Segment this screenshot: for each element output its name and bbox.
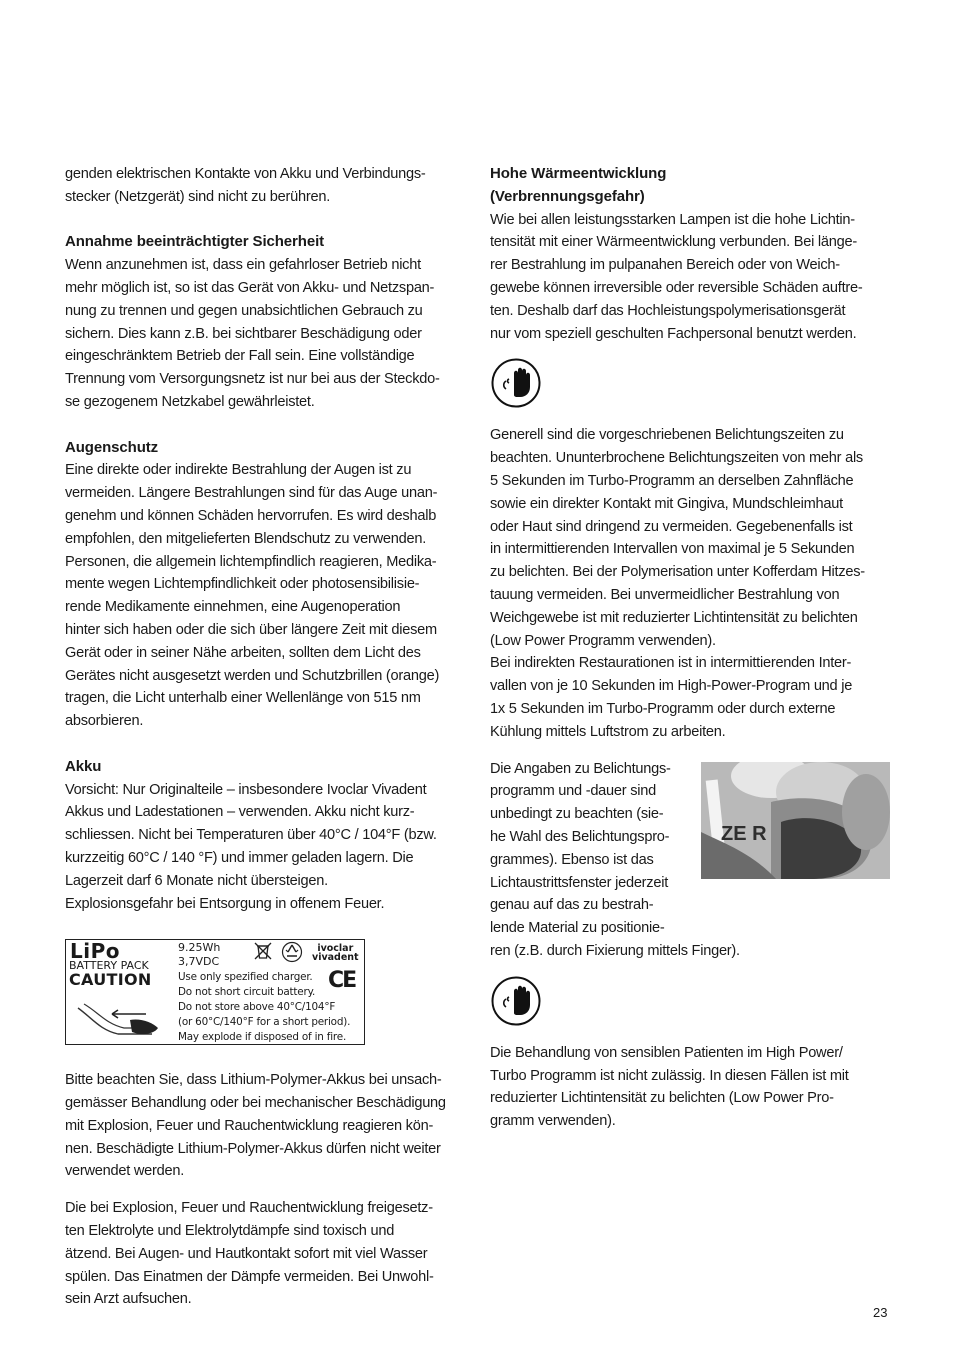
text-line: Explosionsgefahr bei Entsorgung in offenem Feuer.	[65, 895, 385, 912]
left-column	[65, 163, 467, 1311]
section-heading: Akku	[65, 757, 102, 775]
text-line: programm und -dauer sind	[490, 783, 656, 800]
text-line: Akkus und Ladestationen – verwenden. Akku nicht kurz-	[65, 804, 415, 821]
text-line: schliessen. Nicht bei Temperaturen über 40°C / 104°F (bzw.	[65, 827, 437, 844]
section-akku	[65, 756, 467, 916]
text-line: (Low Power Programm verwenden).	[490, 632, 716, 649]
text-line: nen. Beschädigte Lithium-Polymer-Akkus dürfen nicht weiter	[65, 1140, 441, 1157]
text-line: gemässer Behandlung oder bei mechanischer Beschädigung	[65, 1095, 446, 1112]
section-augenschutz	[65, 437, 467, 733]
text-line: stecker (Netzgerät) sind nicht zu berühren.	[65, 188, 331, 205]
text-line: mehr möglich ist, so ist das Gerät von Akku- und Netzspan-	[65, 279, 435, 296]
text-line: verwendet werden.	[65, 1163, 185, 1180]
text-line: Die Angaben zu Belichtungs-	[490, 760, 671, 777]
text-line: Eine direkte oder indirekte Bestrahlung der Augen ist zu	[65, 462, 412, 479]
hand-warning-icon	[490, 975, 542, 1027]
angaben-block	[490, 758, 890, 963]
belichtung-paragraph	[490, 424, 890, 743]
recycle-icon	[280, 941, 304, 963]
page-number: 23	[873, 1305, 888, 1320]
text-line: genehm und können Schäden hervorrufen. Es wird deshalb	[65, 507, 437, 524]
section-heading: Annahme beeinträchtigter Sicherheit	[65, 233, 325, 251]
text-line: lende Material zu positionie-	[490, 920, 665, 937]
text-line: Bitte beachten Sie, dass Lithium-Polymer-Akkus bei unsach-	[65, 1072, 442, 1089]
label-pack: BATTERY PACK	[69, 959, 149, 973]
text-line: oder Haut sind dringend zu vermeiden. Gegebenenfalls ist	[490, 518, 853, 535]
crossed-bin-icon	[252, 941, 274, 961]
text-line: tensität mit einer Wärmeentwicklung verbunden. Bei länge-	[490, 234, 857, 251]
text-line: Gerät oder in seiner Nähe arbeiten, sollten dem Licht des	[65, 644, 421, 661]
text-line: Trennung vom Versorgungsnetz ist nur bei aus der Steckdo-	[65, 371, 440, 388]
section-heading: (Verbrennungsgefahr)	[490, 187, 645, 205]
text-line: se gezogenem Netzkabel gewährleistet.	[65, 393, 315, 410]
text-line: Vorsicht: Nur Originalteile – insbesondere Ivoclar Vivadent	[65, 781, 427, 798]
text-line: zu belichten. Bei der Polymerisation unter Kofferdam Hitzes-	[490, 564, 865, 581]
text-line: Kühlung mittels Luftstrom zu arbeiten.	[490, 723, 726, 740]
label-brand: LiPo	[70, 939, 120, 964]
text-line: unbedingt zu beachten (sie-	[490, 806, 664, 823]
section-sicherheit	[65, 231, 467, 413]
text-line: ten. Deshalb darf das Hochleistungspolymerisationsgerät	[490, 302, 846, 319]
elektrolyt-paragraph	[65, 1197, 467, 1311]
text-line: Gerätes nicht ausgesetzt werden und Schutzbrillen (orange)	[65, 667, 440, 684]
lithium-paragraph	[65, 1069, 467, 1183]
text-line: Turbo Programm ist nicht zulässig. In diesen Fällen ist mit	[490, 1067, 849, 1084]
right-column	[490, 163, 890, 1133]
text-line: tragen, die Licht unterhalb einer Wellenlänge von 515 nm	[65, 690, 421, 707]
text-line: grammes). Ebenso ist das	[490, 851, 654, 868]
text-line: mit Explosion, Feuer und Rauchentwicklung reagieren kön-	[65, 1117, 434, 1134]
curing-light-photo	[701, 762, 890, 879]
text-line: spülen. Das Einatmen der Dämpfe vermeiden. Bei Unwohl-	[65, 1268, 434, 1285]
text-line: absorbieren.	[65, 713, 144, 730]
label-maker: ivoclar vivadent	[312, 943, 359, 964]
text-line: sowie ein direkter Kontakt mit Gingiva, Mundschleimhaut	[490, 495, 843, 512]
text-line: kurzzeitig 60°C / 140 °F) und immer geladen lagern. Die	[65, 849, 414, 866]
label-warning: Do not store above 40°C/104°F	[178, 1001, 336, 1014]
text-line: gewebe können irreversible oder reversible Schäden auftre-	[490, 279, 863, 296]
text-line: 1x 5 Sekunden im Turbo-Programm oder durch externe	[490, 700, 836, 717]
text-line: Weichgewebe ist mit reduzierter Lichtintensität zu belichten	[490, 609, 858, 626]
text-line: Wenn anzunehmen ist, dass ein gefahrloser Betrieb nicht	[65, 257, 421, 274]
text-line: nur vom speziell geschulten Fachpersonal benutzt werden.	[490, 325, 857, 342]
text-line: beachten. Ununterbrochene Belichtungszeiten von mehr als	[490, 450, 863, 467]
text-line: 5 Sekunden im Turbo-Programm an derselben Zahnfläche	[490, 472, 854, 489]
text-line: rer Bestrahlung im pulpanahen Bereich oder von Weich-	[490, 257, 840, 274]
text-line: Wie bei allen leistungsstarken Lampen ist die hohe Lichtin-	[490, 211, 855, 228]
text-line: Die Behandlung von sensiblen Patienten im High Power/	[490, 1044, 843, 1061]
text-line: in intermittierenden Intervallen von maximal je 5 Sekunden	[490, 541, 855, 558]
text-line: ten Elektrolyte und Elektrolytdämpfe sind toxisch und	[65, 1223, 395, 1240]
section-waerme	[490, 163, 890, 345]
text-line: ätzend. Bei Augen- und Hautkontakt sofort mit viel Wasser	[65, 1245, 428, 1262]
text-line: ren (z.B. durch Fixierung mittels Finger).	[490, 942, 740, 959]
label-warning: (or 60°C/140°F for a short period).	[178, 1016, 351, 1029]
battery-insert-icon	[74, 998, 164, 1040]
text-line: vermeiden. Längere Bestrahlungen sind für das Auge unan-	[65, 485, 438, 502]
text-line: genau auf das zu bestrah-	[490, 897, 654, 914]
label-warning: May explode if disposed of in fire.	[178, 1031, 347, 1044]
section-heading: Hohe Wärmeentwicklung	[490, 165, 667, 182]
photo-label: ZE R	[721, 822, 767, 845]
text-line: reduzierter Lichtintensität zu belichten (Low Power Pro-	[490, 1090, 834, 1107]
text-line: tauung vermeiden. Bei unvermeidlicher Bestrahlung von	[490, 586, 840, 603]
text-line: vallen von je 10 Sekunden im High-Power-Program und je	[490, 678, 853, 695]
text-line: hinter sich haben oder die sich über längere Zeit mit diesem	[65, 621, 437, 638]
photo-illustration	[701, 762, 890, 879]
text-line: sichern. Dies kann z.B. bei sichtbarer Beschädigung oder	[65, 325, 422, 342]
text-line: Lichtaustrittsfenster jederzeit	[490, 874, 668, 891]
text-line: he Wahl des Belichtungspro-	[490, 828, 670, 845]
text-line: eingeschränktem Betrieb der Fall sein. Eine vollständige	[65, 348, 415, 365]
sensibel-paragraph	[490, 1042, 890, 1133]
lipo-battery-label	[65, 939, 365, 1045]
text-line: genden elektrischen Kontakte von Akku und Verbindungs-	[65, 166, 426, 182]
label-vdc: 3,7VDC	[178, 955, 220, 969]
text-line: sein Arzt aufsuchen.	[65, 1291, 192, 1308]
hand-warning-icon	[490, 357, 542, 409]
text-line: mente wegen Lichtempfindlichkeit oder photosensibilisie-	[65, 576, 420, 593]
text-line: Bei indirekten Restaurationen ist in intermittierenden Inter-	[490, 655, 852, 672]
text-line: Personen, die allgemein lichtempfindlich reagieren, Medika-	[65, 553, 437, 570]
text-line: Generell sind die vorgeschriebenen Belichtungszeiten zu	[490, 427, 844, 444]
label-wh: 9.25Wh	[178, 941, 221, 955]
text-line: gramm verwenden).	[490, 1113, 616, 1130]
text-line: rende Medikamente einnehmen, eine Augenoperation	[65, 599, 401, 616]
ce-mark: CE	[328, 968, 356, 994]
intro-paragraph	[65, 163, 467, 209]
text-line: Die bei Explosion, Feuer und Rauchentwicklung freigesetz-	[65, 1200, 433, 1217]
text-line: nung zu trennen und gegen unabsichtlichen Gebrauch zu	[65, 302, 423, 319]
label-warning: Do not short circuit battery.	[178, 986, 316, 999]
label-caution: CAUTION	[69, 970, 152, 990]
section-heading: Augenschutz	[65, 438, 159, 456]
text-line: empfohlen, den mitgelieferten Blendschutz zu verwenden.	[65, 530, 427, 547]
label-warning: Use only spezified charger.	[178, 971, 313, 984]
text-line: Lagerzeit darf 6 Monate nicht übersteigen.	[65, 872, 328, 889]
